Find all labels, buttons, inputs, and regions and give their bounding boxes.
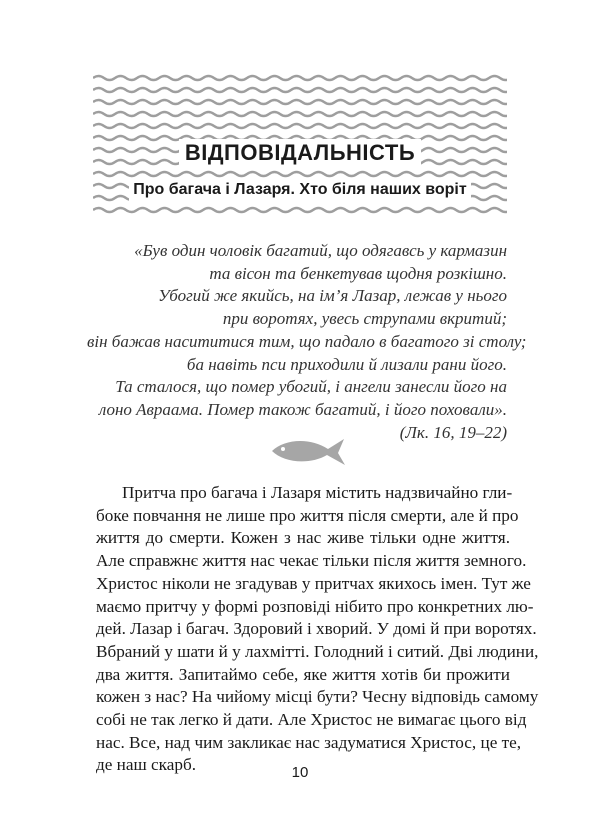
wave-line — [93, 172, 507, 176]
quote-line: ба навіть пси приходили й лизали рани його. — [186, 354, 507, 374]
body-line: Христос ніколи не згадував у притчах якихось імен. Тут же — [96, 573, 531, 593]
quote-line: Убогий же якийсь, на ім’я Лазар, лежав у нього — [158, 286, 507, 306]
wave-line — [93, 208, 507, 212]
chapter-title: ВІДПОВІДАЛЬНІСТЬ — [179, 139, 421, 167]
scripture-quote — [87, 240, 527, 444]
quote-reference: (Лк. 16, 19–22) — [399, 422, 507, 442]
page-number: 10 — [291, 764, 309, 781]
body-line: Вбраний у шати й у лахмітті. Голодний і ситий. Дві людини, — [96, 641, 539, 661]
wave-line — [93, 76, 507, 80]
quote-line: при воротях, увесь струпами вкритий; — [222, 309, 507, 329]
quote-line: «Був один чоловік багатий, що одягавсь у кармазин — [134, 241, 507, 260]
quote-line: та вісон та бенкетував щодня розкішно. — [209, 263, 507, 283]
wave-line — [93, 124, 507, 128]
body-line: Притча про багача і Лазаря містить надзвичайно гли- — [122, 483, 513, 502]
body-line: Але справжнє життя нас чекає тільки після життя земного. — [96, 551, 527, 571]
chapter-header — [93, 70, 507, 220]
quote-line: лоно Авраама. Помер також багатий, і його поховали». — [98, 399, 507, 419]
fish-icon — [270, 436, 346, 466]
quote-line: Та сталося, що помер убогий, і ангели занесли його на — [115, 377, 507, 397]
body-line: боке повчання не лише про життя після смерти, але й про — [96, 505, 519, 525]
body-line: кожен з нас? На чийому місці бути? Чесну відповідь самому — [96, 687, 539, 707]
body-line: життя до смерти. Кожен з нас живе тільки одне життя. — [96, 528, 510, 548]
quote-line: він бажав насититися тим, що падало в багатого зі столу; — [87, 331, 527, 351]
body-line: нас. Все, над чим закликає нас задуматися Христос, це те, — [96, 732, 522, 752]
body-line: два життя. Запитаймо себе, яке життя хотів би прожити — [96, 664, 510, 684]
wave-line — [93, 88, 507, 92]
body-paragraph — [96, 482, 539, 777]
body-line: дей. Лазар і багач. Здоровий і хворий. У домі й при воротях. — [96, 619, 537, 639]
body-line: де наш скарб. — [96, 755, 197, 775]
chapter-subtitle: Про багача і Лазаря. Хто біля наших воріт — [129, 178, 470, 202]
body-line: маємо притчу у формі розповіді нібито про конкретних лю- — [96, 596, 534, 616]
wave-line — [93, 112, 507, 116]
wave-line — [93, 100, 507, 104]
body-line: собі не так легко й дати. Але Христос не вимагає цього від — [96, 710, 527, 730]
